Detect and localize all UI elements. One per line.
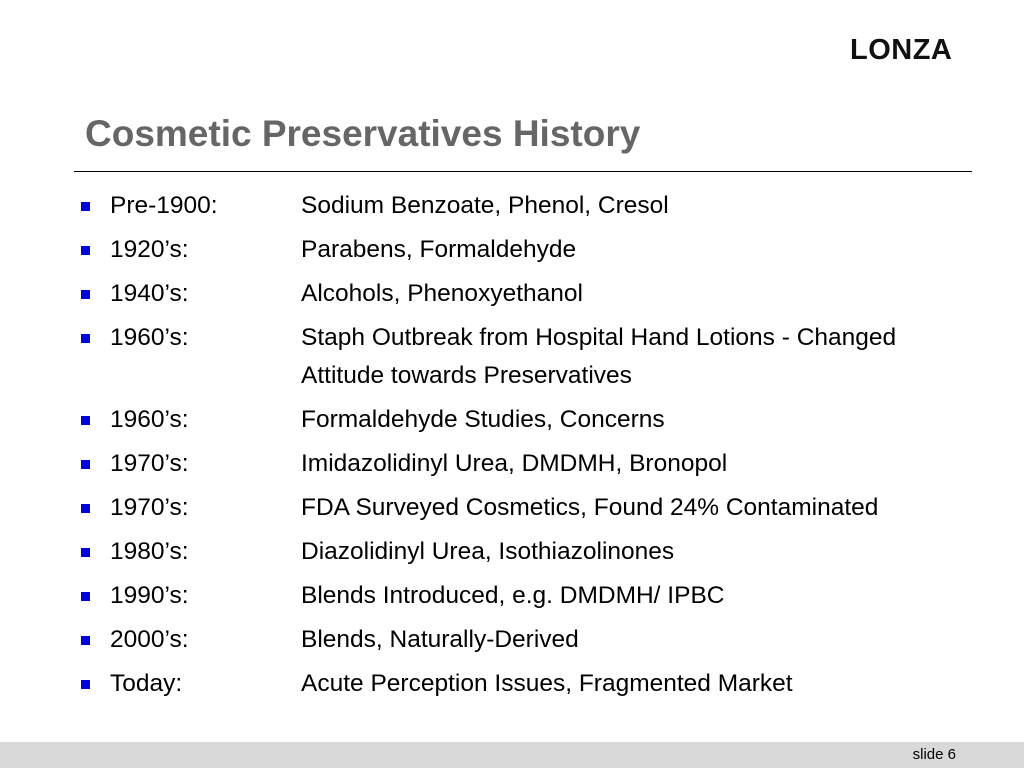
item-period: 1970’s: — [110, 450, 189, 477]
item-period: 2000’s: — [110, 626, 189, 653]
square-bullet-icon — [81, 548, 90, 557]
list-item — [0, 489, 1024, 527]
slide-title: Cosmetic Preservatives History — [85, 113, 641, 154]
item-description: Diazolidinyl Urea, Isothiazolinones — [301, 538, 675, 565]
list-item — [0, 577, 1024, 615]
item-description: Blends Introduced, e.g. DMDMH/ IPBC — [301, 582, 725, 609]
item-description: Staph Outbreak from Hospital Hand Lotions - Changed Attitude towards Preservatives — [301, 324, 897, 389]
square-bullet-icon — [81, 460, 90, 469]
item-description: Imidazolidinyl Urea, DMDMH, Bronopol — [301, 450, 728, 477]
item-description: Formaldehyde Studies, Concerns — [301, 406, 665, 433]
square-bullet-icon — [81, 246, 90, 255]
list-item — [0, 319, 1024, 395]
square-bullet-icon — [81, 680, 90, 689]
list-item — [0, 231, 1024, 269]
lonza-logo: LONZA — [850, 34, 953, 66]
square-bullet-icon — [81, 334, 90, 343]
list-item — [0, 401, 1024, 439]
item-description: Blends, Naturally-Derived — [301, 626, 579, 653]
square-bullet-icon — [81, 290, 90, 299]
item-description: Acute Perception Issues, Fragmented Market — [301, 670, 793, 697]
item-period: 1940’s: — [110, 280, 189, 307]
square-bullet-icon — [81, 636, 90, 645]
item-description: Alcohols, Phenoxyethanol — [301, 280, 583, 307]
item-period: 1980’s: — [110, 538, 189, 565]
list-item — [0, 665, 1024, 703]
square-bullet-icon — [81, 416, 90, 425]
list-item — [0, 187, 1024, 225]
title-divider — [74, 171, 972, 172]
square-bullet-icon — [81, 504, 90, 513]
item-period: 1960’s: — [110, 406, 189, 433]
item-period: 1960’s: — [110, 324, 189, 351]
list-item — [0, 533, 1024, 571]
item-period: 1970’s: — [110, 494, 189, 521]
history-list — [0, 187, 1024, 709]
square-bullet-icon — [81, 592, 90, 601]
list-item — [0, 621, 1024, 659]
footer-bar — [0, 742, 1024, 768]
square-bullet-icon — [81, 202, 90, 211]
item-description: FDA Surveyed Cosmetics, Found 24% Contaminated — [301, 494, 879, 521]
item-period: Today: — [110, 670, 183, 697]
item-description: Parabens, Formaldehyde — [301, 236, 577, 263]
list-item — [0, 275, 1024, 313]
item-period: 1990’s: — [110, 582, 189, 609]
slide-number: slide 6 — [912, 746, 956, 763]
list-item — [0, 445, 1024, 483]
item-period: 1920’s: — [110, 236, 189, 263]
item-description: Sodium Benzoate, Phenol, Cresol — [301, 192, 669, 219]
item-period: Pre-1900: — [110, 192, 218, 219]
